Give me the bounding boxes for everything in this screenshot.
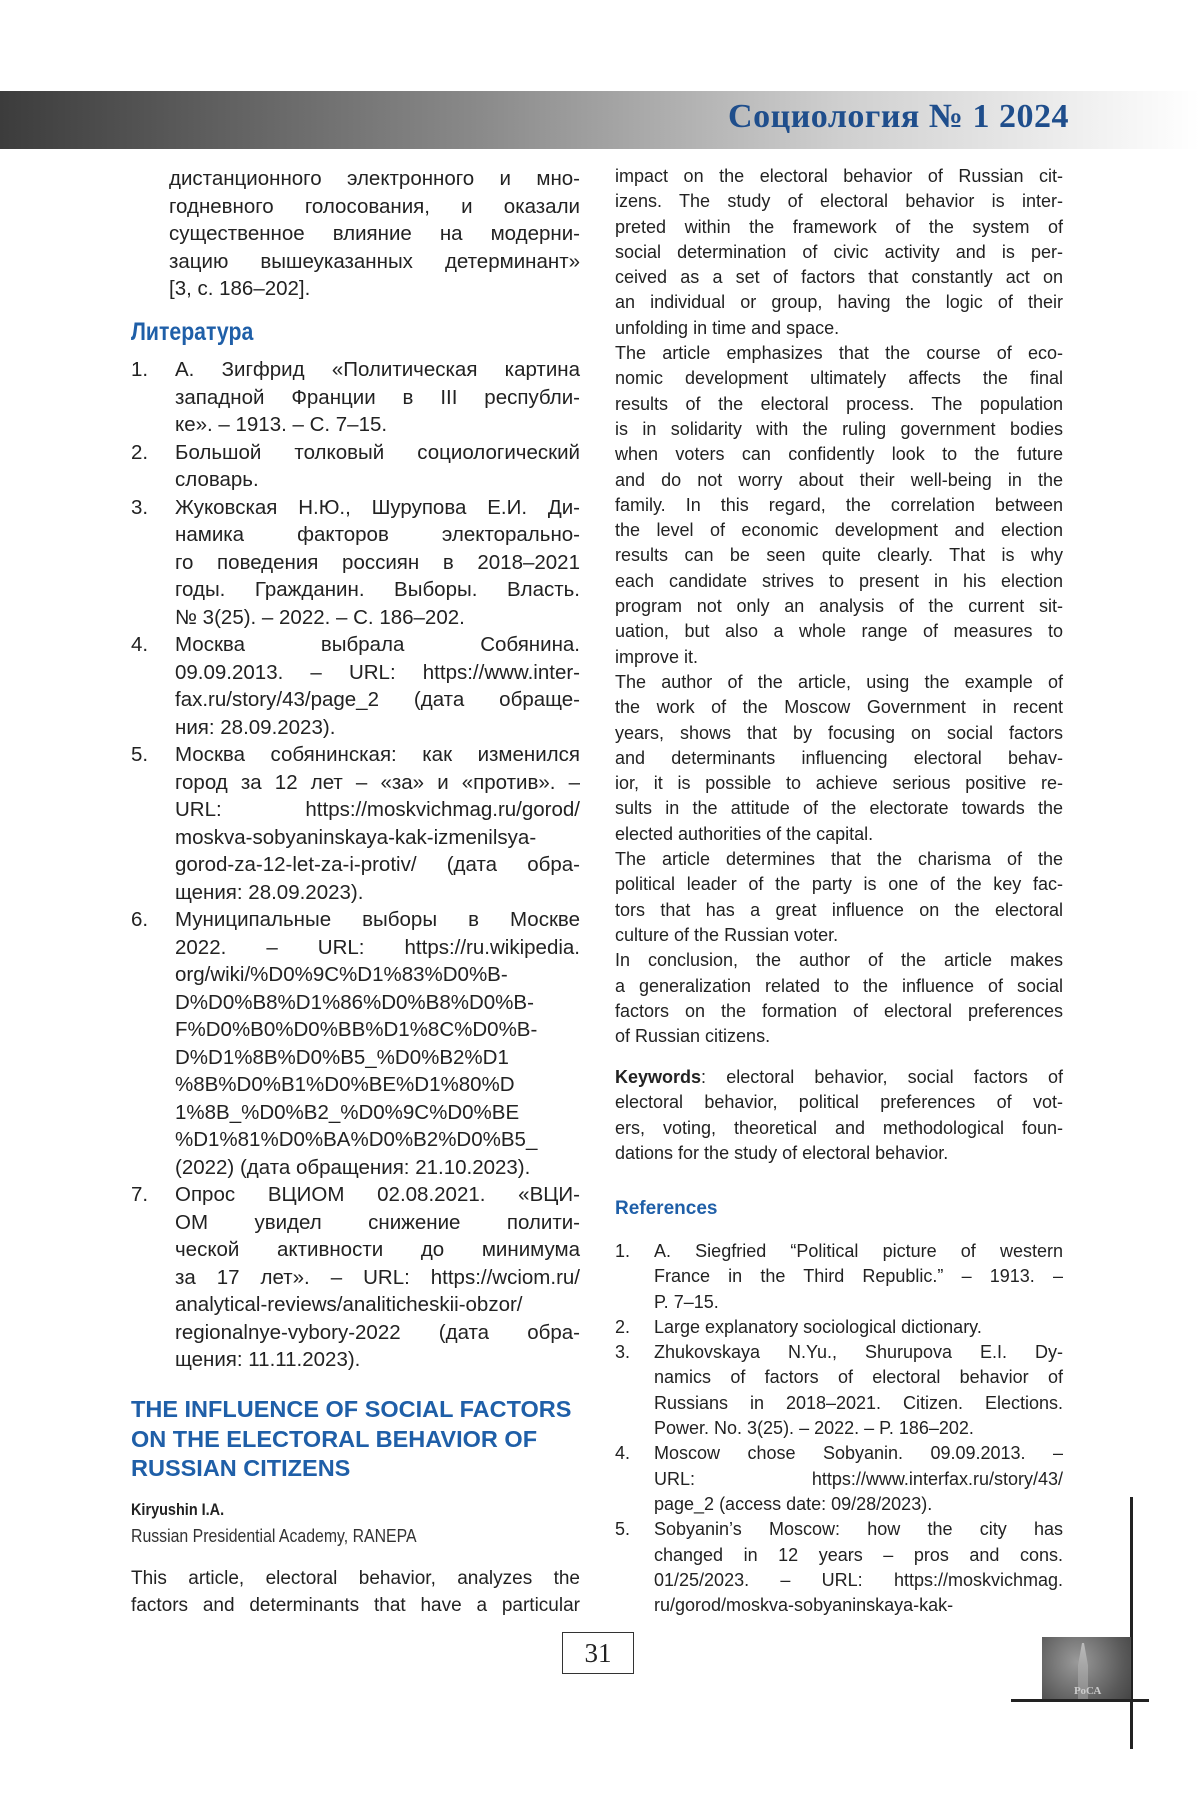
text-line: is in solidarity with the ruling government bodies [615,417,1063,442]
text-line: The article emphasizes that the course of eco- [615,341,1063,366]
author-affiliation: Russian Presidential Academy, RANEPA [131,1526,417,1547]
abstract-body [615,164,1063,1049]
text-line: regionalnye-vybory-2022 (дата обра- [175,1319,580,1347]
text-line: ОМ увидел снижение полити- [175,1209,580,1237]
text-line: results of the electoral process. The population [615,392,1063,417]
text-line: URL: https://www.interfax.ru/story/43/ [654,1467,1063,1492]
text-line: 1%8B_%D0%B2_%D0%9C%D0%BE [175,1099,580,1127]
text-line: го поведения россиян в 2018–2021 [175,549,580,577]
list-item [615,1441,1063,1517]
text-line: The article determines that the charisma of the [615,847,1063,872]
text-line: Moscow chose Sobyanin. 09.09.2013. – [654,1441,1063,1466]
literature-heading: Литература [131,318,253,347]
list-item [615,1517,1063,1618]
text-line: moskva-sobyaninskaya-kak-izmenilsya- [175,824,580,852]
text-line: Москва выбрала Собянина. [175,631,580,659]
text-line: elected authorities of the capital. [615,822,1063,847]
crop-mark-horizontal [1011,1699,1149,1702]
text-line: fax.ru/story/43/page_2 (дата обраще- [175,686,580,714]
text-line: годневного голосования, и оказали [169,193,580,221]
text-line: (2022) (дата обращения: 21.10.2023). [175,1154,580,1182]
list-item [615,1239,1063,1315]
text-line: А. Зигфрид «Политическая картина [175,356,580,384]
text-line: %D1%81%D0%BA%D0%B2%D0%B5_ [175,1126,580,1154]
text-line: ческой активности до минимума [175,1236,580,1264]
english-title-line: ON THE ELECTORAL BEHAVIOR OF [131,1425,591,1455]
text-line: In conclusion, the author of the article makes [615,948,1063,973]
text-line: намика факторов электорально- [175,521,580,549]
text-line: D%D1%8B%D0%B5_%D0%B2%D1 [175,1044,580,1072]
text-line: ers, voting, theoretical and methodological foun- [615,1116,1063,1141]
journal-title: Социология № 1 2024 [728,98,1069,136]
list-item [131,1181,580,1374]
list-item-number: 6. [131,906,148,934]
list-item-number: 2. [615,1315,630,1340]
text-line: This article, electoral behavior, analyzes the [131,1565,580,1592]
text-line: за 17 лет». – URL: https://wciom.ru/ [175,1264,580,1292]
text-line: preted within the framework of the system of [615,215,1063,240]
text-line: political leader of the party is one of the key fac- [615,872,1063,897]
text-line: ceived as a set of factors that constantly act on [615,265,1063,290]
text-line: город за 12 лет – «за» и «против». – [175,769,580,797]
text-line: № 3(25). – 2022. – С. 186–202. [175,604,580,632]
text-line: the level of economic development and election [615,518,1063,543]
references-list [615,1239,1063,1618]
list-item-number: 1. [131,356,148,384]
text-line: Опрос ВЦИОМ 02.08.2021. «ВЦИ- [175,1181,580,1209]
text-line: Keywords: electoral behavior, social factors of [615,1065,1063,1090]
text-line: years, shows that by focusing on social factors [615,721,1063,746]
text-line: щения: 11.11.2023). [175,1346,580,1374]
text-line: %8B%D0%B1%D0%BE%D1%80%D [175,1071,580,1099]
text-line: щения: 28.09.2023). [175,879,580,907]
text-line: of Russian citizens. [615,1024,1063,1049]
text-line: Zhukovskaya N.Yu., Shurupova E.I. Dy- [654,1340,1063,1365]
english-title-line: RUSSIAN CITIZENS [131,1454,591,1484]
english-title [131,1395,591,1484]
text-line: electoral behavior, political preferences of vot- [615,1090,1063,1115]
logo-text: РоСА [1074,1685,1101,1697]
text-line: an individual or group, having the logic of their [615,290,1063,315]
text-line: uation, but also a whole range of measures to [615,619,1063,644]
text-line: dations for the study of electoral behavior. [615,1141,1063,1166]
text-line: nomic development ultimately affects the final [615,366,1063,391]
intro-paragraph [169,165,580,303]
text-line: results can be seen quite clearly. That is why [615,543,1063,568]
text-line: factors on the formation of electoral preferences [615,999,1063,1024]
list-item-number: 5. [131,741,148,769]
list-item-number: 4. [615,1441,630,1466]
text-line: 09.09.2013. – URL: https://www.inter- [175,659,580,687]
text-line: зацию вышеуказанных детерминант» [169,248,580,276]
list-item [615,1315,1063,1340]
text-line: URL: https://moskvichmag.ru/gorod/ [175,796,580,824]
text-line: The author of the article, using the example of [615,670,1063,695]
text-line: D%D0%B8%D1%86%D0%B8%D0%B- [175,989,580,1017]
text-line: changed in 12 years – pros and cons. [654,1543,1063,1568]
text-line: Муниципальные выборы в Москве [175,906,580,934]
text-line: factors and determinants that have a particular [131,1592,580,1619]
text-line: дистанционного электронного и мно- [169,165,580,193]
crop-mark-vertical [1130,1497,1133,1749]
text-line: each candidate strives to present in his election [615,569,1063,594]
list-item [131,439,580,494]
text-line: Large explanatory sociological dictionary. [654,1315,1063,1340]
text-line: France in the Third Republic.” – 1913. – [654,1264,1063,1289]
text-line: Power. No. 3(25). – 2022. – P. 186–202. [654,1416,1063,1441]
list-item [131,494,580,632]
text-line: F%D0%B0%D0%BB%D1%8C%D0%B- [175,1016,580,1044]
text-line: culture of the Russian voter. [615,923,1063,948]
text-line: Москва собянинская: как изменился [175,741,580,769]
list-item [131,741,580,906]
page-number: 31 [562,1632,634,1674]
text-line: and determinants influencing electoral behav- [615,746,1063,771]
list-item-number: 7. [131,1181,148,1209]
list-item-number: 3. [131,494,148,522]
text-line: page_2 (access date: 09/28/2023). [654,1492,1063,1517]
list-item [131,906,580,1181]
text-line: a generalization related to the influence of social [615,974,1063,999]
text-line: ru/gorod/moskva-sobyaninskaya-kak- [654,1593,1063,1618]
list-item-number: 4. [131,631,148,659]
references-heading: References [615,1198,717,1220]
literature-list [131,356,580,1374]
list-item-number: 1. [615,1239,630,1264]
text-line: org/wiki/%D0%9C%D1%83%D0%B- [175,961,580,989]
text-line: Sobyanin’s Moscow: how the city has [654,1517,1063,1542]
text-line: unfolding in time and space. [615,316,1063,341]
text-line: ния: 28.09.2023). [175,714,580,742]
text-line: западной Франции в III республи- [175,384,580,412]
text-line: when voters can confidently look to the future [615,442,1063,467]
text-line: A. Siegfried “Political picture of western [654,1239,1063,1264]
text-line: gorod-za-12-let-za-i-protiv/ (дата обра- [175,851,580,879]
text-line: 01/25/2023. – URL: https://moskvichmag. [654,1568,1063,1593]
text-line: Russians in 2018–2021. Citizen. Elections. [654,1391,1063,1416]
text-line: namics of factors of electoral behavior of [654,1365,1063,1390]
text-line: and do not worry about their well-being in the [615,468,1063,493]
text-line: the work of the Moscow Government in recent [615,695,1063,720]
text-line: social determination of civic activity and is per- [615,240,1063,265]
text-line: family. In this regard, the correlation between [615,493,1063,518]
list-item-number: 5. [615,1517,630,1542]
english-title-line: THE INFLUENCE OF SOCIAL FACTORS [131,1395,591,1425]
text-line: impact on the electoral behavior of Russian cit- [615,164,1063,189]
abstract-start [131,1565,580,1619]
text-line: ке». – 1913. – С. 7–15. [175,411,580,439]
text-line: sults in the attitude of the electorate towards the [615,796,1063,821]
text-line: tors that has a great influence on the electoral [615,898,1063,923]
list-item-number: 2. [131,439,148,467]
text-line: izens. The study of electoral behavior is inter- [615,189,1063,214]
text-line: improve it. [615,645,1063,670]
text-line: program not only an analysis of the current sit- [615,594,1063,619]
text-line: словарь. [175,466,580,494]
text-line: analytical-reviews/analiticheskii-obzor/ [175,1291,580,1319]
list-item [131,356,580,439]
text-line: P. 7–15. [654,1290,1063,1315]
text-line: существенное влияние на модерни- [169,220,580,248]
text-line: ior, it is possible to achieve serious positive re- [615,771,1063,796]
rosa-logo [1042,1637,1131,1699]
list-item-number: 3. [615,1340,630,1365]
text-line: 2022. – URL: https://ru.wikipedia. [175,934,580,962]
list-item [615,1340,1063,1441]
author-name: Kiryushin I.A. [131,1500,224,1520]
text-line: Большой толковый социологический [175,439,580,467]
keywords-block [615,1065,1063,1166]
text-line: годы. Гражданин. Выборы. Власть. [175,576,580,604]
list-item [131,631,580,741]
text-line: Жуковская Н.Ю., Шурупова Е.И. Ди- [175,494,580,522]
text-line: [3, с. 186–202]. [169,275,580,303]
